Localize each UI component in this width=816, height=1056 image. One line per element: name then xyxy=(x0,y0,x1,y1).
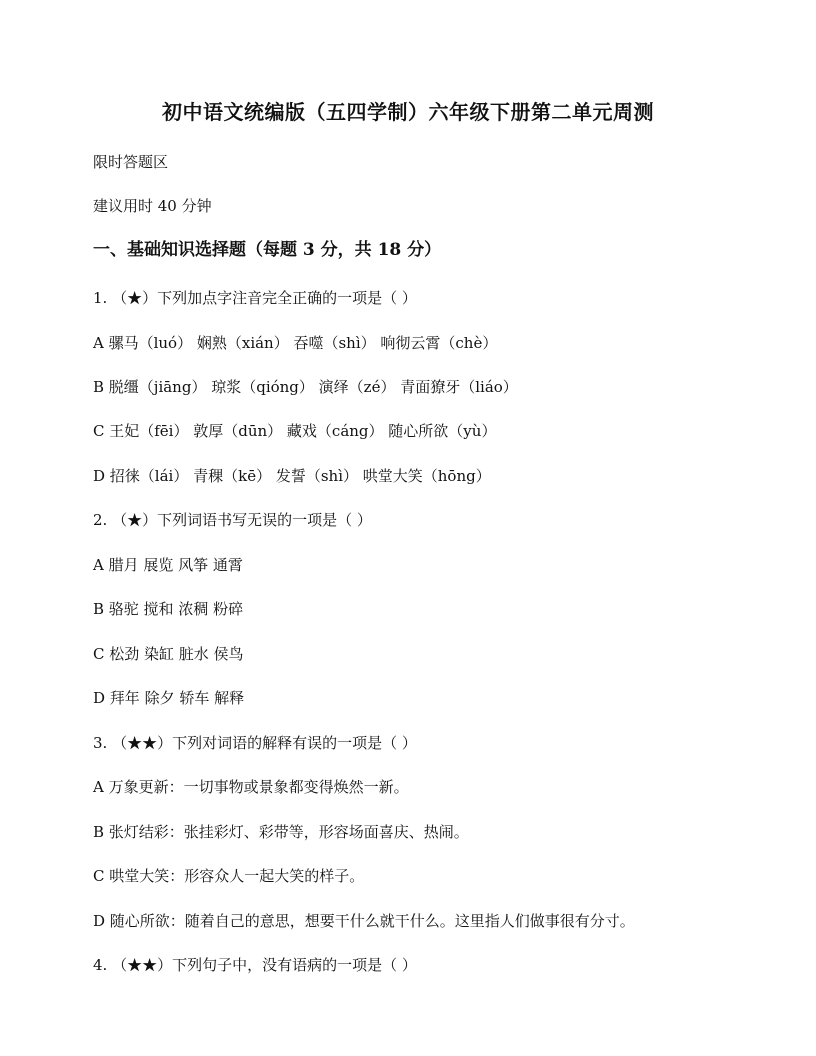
time-suggestion: 建议用时 40 分钟 xyxy=(93,197,212,215)
answer-zone-label: 限时答题区 xyxy=(93,153,169,171)
question-1-option-d: D 招徕（lái） 青稞（kē） 发誓（shì） 哄堂大笑（hōng） xyxy=(93,467,491,485)
question-4-stem: 4. （★★）下列句子中，没有语病的一项是（ ） xyxy=(93,956,417,974)
question-1-option-c: C 王妃（fēi） 敦厚（dūn） 藏戏（cáng） 随心所欲（yù） xyxy=(93,422,497,440)
section-heading: 一、基础知识选择题（每题 3 分，共 18 分） xyxy=(93,240,442,260)
question-1-stem: 1. （★）下列加点字注音完全正确的一项是（ ） xyxy=(93,289,417,307)
question-3-option-a: A 万象更新：一切事物或景象都变得焕然一新。 xyxy=(93,778,409,796)
document-title: 初中语文统编版（五四学制）六年级下册第二单元周测 xyxy=(162,100,654,124)
question-2-stem: 2. （★）下列词语书写无误的一项是（ ） xyxy=(93,511,372,529)
question-1-option-b: B 脱缰（jiāng） 琼浆（qióng） 演绎（zé） 青面獠牙（liáo） xyxy=(93,378,518,396)
question-3-option-b: B 张灯结彩：张挂彩灯、彩带等，形容场面喜庆、热闹。 xyxy=(93,823,469,841)
question-3-stem: 3. （★★）下列对词语的解释有误的一项是（ ） xyxy=(93,734,417,752)
question-3-option-d: D 随心所欲：随着自己的意思，想要干什么就干什么。这里指人们做事很有分寸。 xyxy=(93,912,635,930)
question-3-option-c: C 哄堂大笑：形容众人一起大笑的样子。 xyxy=(93,867,365,885)
question-2-option-a: A 腊月 展览 风筝 通霄 xyxy=(93,556,243,574)
question-2-option-d: D 拜年 除夕 轿车 解释 xyxy=(93,689,245,707)
question-2-option-c: C 松劲 染缸 脏水 侯鸟 xyxy=(93,645,244,663)
question-2-option-b: B 骆驼 搅和 浓稠 粉碎 xyxy=(93,600,244,618)
question-1-option-a: A 骡马（luó） 娴熟（xián） 吞噬（shì） 响彻云霄（chè） xyxy=(93,334,498,352)
